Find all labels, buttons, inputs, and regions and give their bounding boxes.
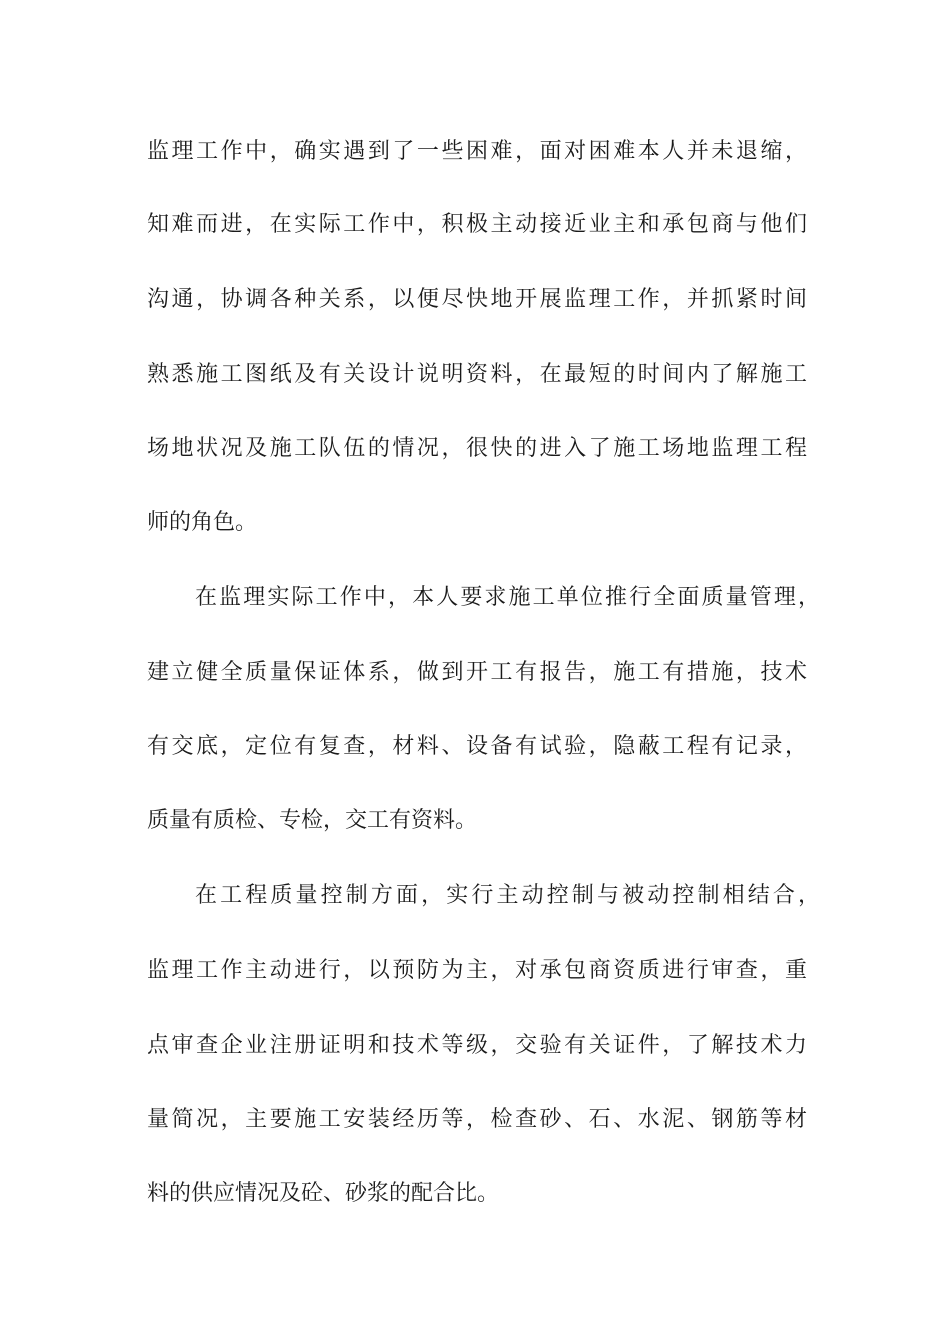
text-line-15: 料的供应情况及砼、砂浆的配合比。 bbox=[147, 1181, 500, 1206]
text-line-3: 沟通，协调各种关系，以便尽快地开展监理工作，并抓紧时间 bbox=[147, 287, 807, 312]
text-line-1: 监理工作中，确实遇到了一些困难，面对困难本人并未退缩， bbox=[147, 139, 807, 164]
text-line-9: 有交底，定位有复查，材料、设备有试验，隐蔽工程有记录， bbox=[147, 734, 807, 759]
text-line-7: 在监理实际工作中，本人要求施工单位推行全面质量管理， bbox=[195, 585, 820, 610]
text-line-2: 知难而进，在实际工作中，积极主动接近业主和承包商与他们 bbox=[147, 212, 807, 237]
text-line-5: 场地状况及施工队伍的情况，很快的进入了施工场地监理工程 bbox=[147, 436, 807, 461]
text-line-10: 质量有质检、专检，交工有资料。 bbox=[147, 808, 478, 833]
text-line-13: 点审查企业注册证明和技术等级，交验有关证件，了解技术力 bbox=[147, 1033, 807, 1058]
text-line-12: 监理工作主动进行，以预防为主，对承包商资质进行审查，重 bbox=[147, 958, 807, 983]
text-line-8: 建立健全质量保证体系，做到开工有报告，施工有措施，技术 bbox=[147, 660, 807, 685]
text-line-6: 师的角色。 bbox=[147, 510, 258, 535]
text-line-11: 在工程质量控制方面，实行主动控制与被动控制相结合， bbox=[195, 883, 820, 908]
text-line-4: 熟悉施工图纸及有关设计说明资料，在最短的时间内了解施工 bbox=[147, 362, 807, 387]
text-line-14: 量简况，主要施工安装经历等，检查砂、石、水泥、钢筋等材 bbox=[147, 1107, 807, 1132]
